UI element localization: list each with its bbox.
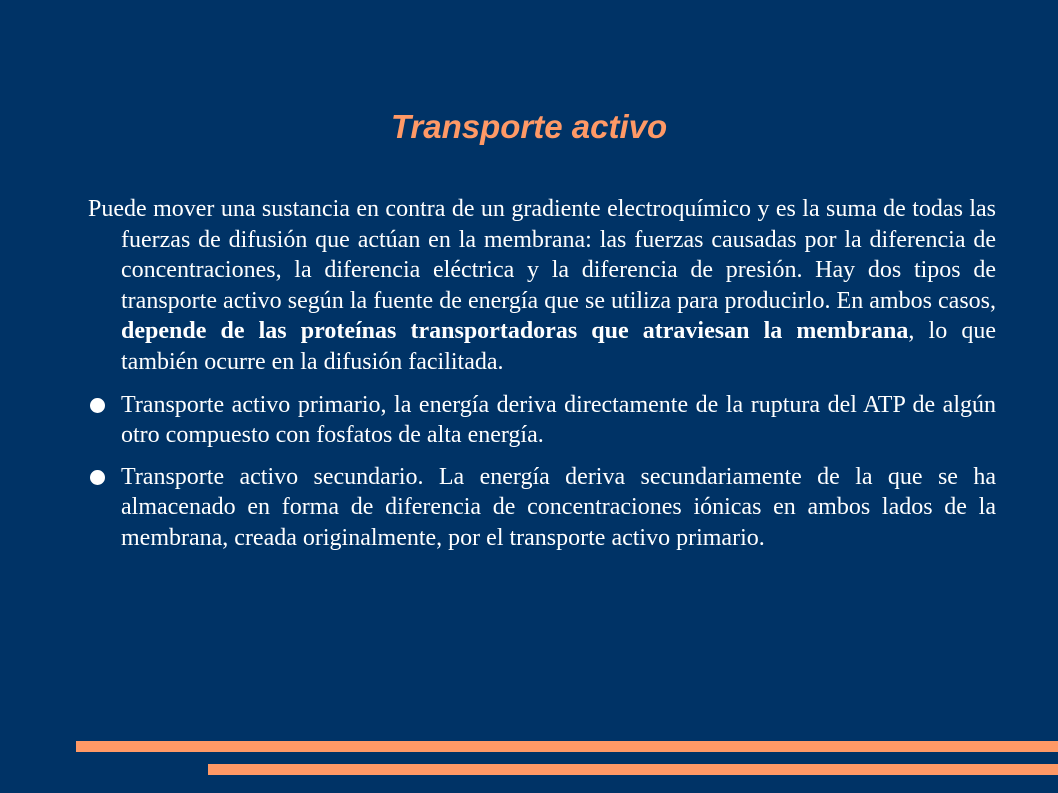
slide-title: Transporte activo — [390, 108, 668, 145]
decorative-bar-bottom — [208, 764, 1058, 775]
bullet-dot-icon — [90, 398, 105, 413]
bullet-dot-icon — [90, 470, 105, 485]
decorative-bar-top — [76, 741, 1058, 752]
slide-body — [88, 194, 996, 565]
bullet-text: Transporte activo secundario. La energía deriva secundariamente de la que se ha almacenado en forma de diferencia de concentraciones iónicas en ambos lados de la membrana, creada originalmente, por el transporte activo primario. — [121, 463, 996, 551]
intro-paragraph — [88, 194, 996, 378]
bullet-item-secondary — [88, 462, 996, 554]
intro-text-1: Puede mover una sustancia en contra de un gradiente electroquímico y es la suma de todas las fuerzas de difusión que actúan en la membrana: las fuerzas causadas por la diferencia de concentraciones, la diferencia eléctrica y la diferencia de presión. Hay dos tipos de transporte activo según la fuente de energía que se utiliza para producirlo. En ambos casos, — [88, 196, 996, 314]
bullet-item-primary — [88, 390, 996, 451]
intro-bold-text: depende de las proteínas transportadoras que atraviesan la membrana — [121, 318, 909, 345]
bullet-text: Transporte activo primario, la energía deriva directamente de la ruptura del ATP de algún otro compuesto con fosfatos de alta energía. — [121, 391, 996, 449]
bullet-list — [88, 390, 996, 554]
intro-text-2: , lo que también ocurre en la difusión facilitada. — [121, 318, 996, 375]
